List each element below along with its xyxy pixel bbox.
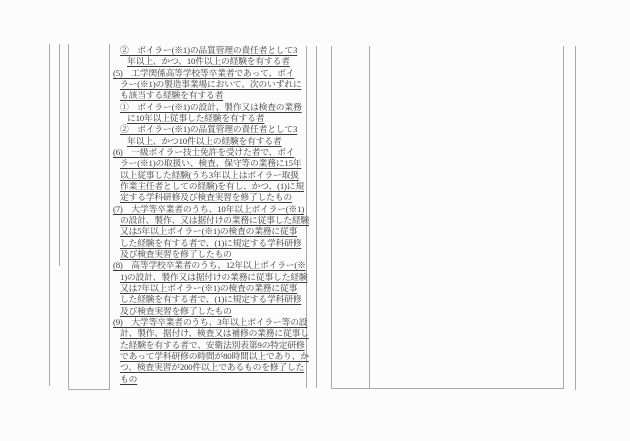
text-line: 及び検査実習を修了したもの	[120, 248, 232, 259]
text-line: ② ボイラー(※1)の品質管理の責任者として3	[120, 45, 298, 55]
table-text-cell	[113, 45, 310, 385]
left-outer-column-rule	[49, 44, 50, 386]
text-line: であって学科研修の時間が80時間以上であり、か	[120, 350, 309, 361]
text-line: ラー(※1)の取扱い、検査、保守等の業務に15年	[120, 158, 302, 169]
text-line: 又は7年以上ボイラー(※1)の検査の業務に従事	[120, 282, 298, 293]
right-cell-left-rule	[331, 46, 332, 388]
text-line: (8) 高等学校卒業者のうち、12年以上ボイラー(※	[113, 260, 306, 271]
left-cell-left-rule	[68, 44, 69, 389]
text-line: 年以上、かつ10件以上の経験を有する者	[127, 135, 282, 146]
text-line: 定する学科研修及び検査実習を修了したもの	[120, 192, 292, 203]
right-cell-middle-rule	[369, 46, 370, 388]
left-cell-right-rule	[109, 44, 110, 389]
text-line: の設計、製作、又は据付けの業務に従事した経験	[120, 214, 310, 225]
text-line: (6) 一級ボイラー技士免許を受けた者で、ボイ	[113, 146, 295, 157]
left-cell-bottom-rule	[68, 389, 110, 390]
text-line: した経験を有する者で、(1)に規定する学科研修	[120, 237, 302, 248]
text-line: 計、製作、据付け、検査又は補修の業務に従事し	[120, 328, 309, 339]
text-line: (7) 大学等卒業者のうち、10年以上ボイラー(※1)	[113, 203, 305, 214]
text-line: も該当する経験を有する者	[120, 90, 224, 101]
text-line: 又は5年以上ボイラー(※1)の検査の業務に従事	[120, 226, 298, 237]
text-line: 作業主任者としての経験)を有し、かつ、(1)に規	[120, 180, 304, 191]
text-line: した経験を有する者で、(1)に規定する学科研修	[120, 294, 302, 305]
text-line: (9) 大学等卒業者のうち、3年以上ボイラー等の設	[113, 316, 308, 327]
text-line: もの	[120, 373, 138, 384]
text-line: ① ボイラー(※1)の設計、製作又は検査の業務	[120, 101, 302, 112]
right-cell-right-rule	[563, 46, 564, 388]
right-outer-column-rule	[575, 46, 576, 390]
right-inner-column-rule-2	[316, 46, 317, 388]
left-inner-column-rule	[59, 44, 60, 266]
text-line: (5) 工学関係高等学校等卒業者であって、ボイ	[113, 67, 295, 78]
text-line: ラー(※1)の製造事業場において、次のいずれに	[120, 78, 302, 89]
text-line: つ、検査実習が200件以上であるものを修了した	[120, 362, 305, 373]
text-line: た経験を有する者で、安衛法別表第9の特定研修	[120, 339, 305, 350]
text-line: ② ボイラー(※1)の品質管理の責任者として3	[120, 124, 298, 135]
text-line: 年以上、かつ、10件以上の経験を有する者	[127, 56, 290, 67]
text-line: 以上従事した経験(うち3年以上はボイラー取扱	[120, 169, 299, 180]
right-cell-bottom-rule	[331, 388, 564, 389]
text-line: に10年以上従事した経験を有する者	[127, 112, 265, 123]
text-line: 及び検査実習を修了したもの	[120, 305, 232, 316]
text-line: 1)の設計、製作又は据付けの業務に従事した経験	[120, 271, 308, 282]
